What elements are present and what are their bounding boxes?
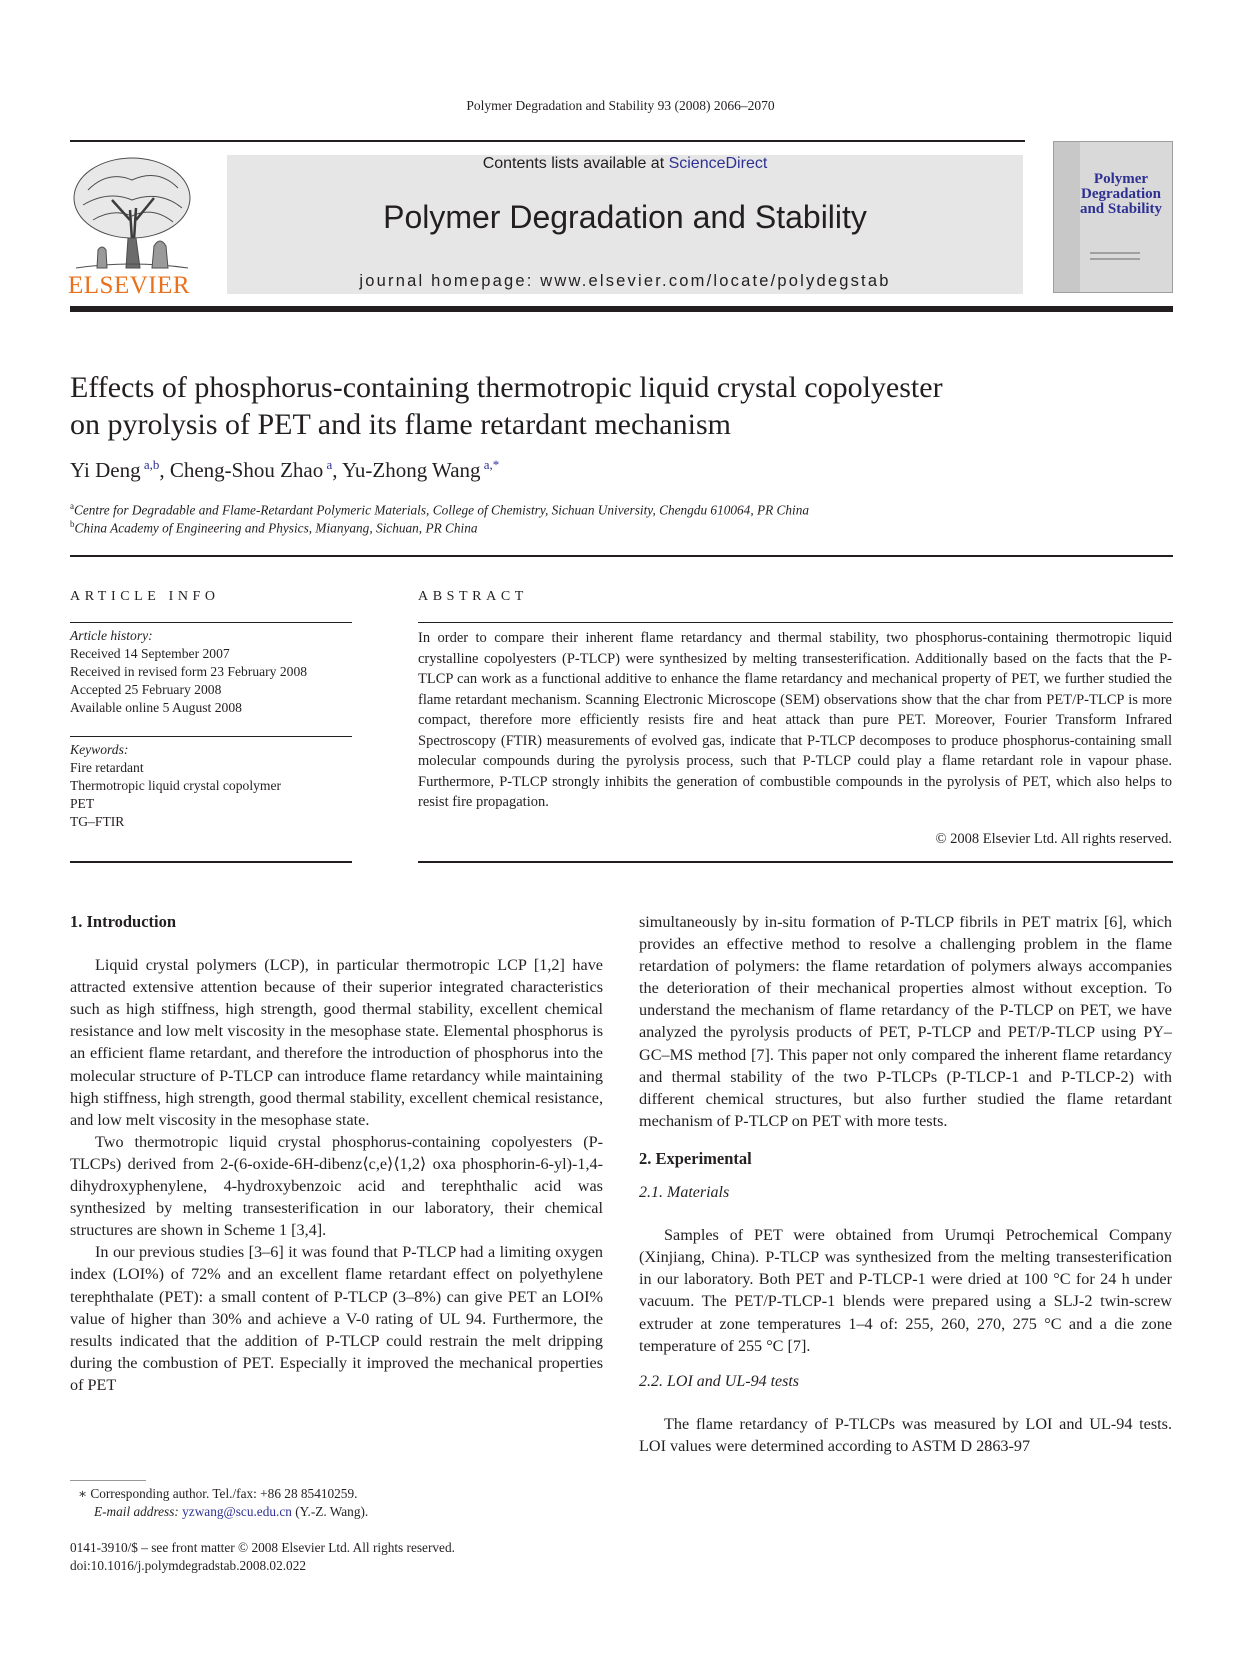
author-affiliation-mark[interactable]: a,* <box>480 457 500 472</box>
body-paragraph: simultaneously by in-situ formation of P-TLCP fibrils in PET matrix [6], which provides an effective method to resolve a challenging problem in the flame retardation of polymers: the flame retardation of polymers always accompanies the deterioration of their mechanical properties almost without exception. To understand the mechanism of flame retardancy of the P-TLCP on PET, we have analyzed the pyrolysis products of PET, P-TLCP and PET/P-TLCP using PY–GC–MS method [7]. This paper not only compared the inherent flame retardancy and thermal stability of the two P-TLCPs (P-TLCP-1 and P-TLCP-2) with different chemical structures, but also further studied the flame retardant mechanism of P-TLCP on PET with more tests. <box>639 913 1172 1130</box>
abstract-heading: ABSTRACT <box>418 589 528 604</box>
affiliation <box>70 501 809 518</box>
author-affiliation-mark[interactable]: a <box>323 457 333 472</box>
affiliation <box>70 519 478 536</box>
author-list: Yi Deng $^{a,b}$, Cheng-Shou Zhao $^a$, Yu-Zhong Wang $^{a,*}$ <box>70 457 500 482</box>
article-info-heading: ARTICLE INFO <box>70 589 220 604</box>
sciencedirect-link[interactable]: ScienceDirect <box>668 155 768 172</box>
keyword: PET <box>70 796 95 811</box>
corresponding-author-note: ∗ Corresponding author. Tel./fax: +86 28 85410259. <box>78 1486 358 1501</box>
keyword: TG–FTIR <box>70 814 125 829</box>
abstract-copyright: © 2008 Elsevier Ltd. All rights reserved. <box>935 831 1172 847</box>
cover-stripe <box>1054 142 1080 292</box>
email-suffix: (Y.-Z. Wang). <box>291 1504 369 1519</box>
header-bottom-rule <box>70 306 1173 312</box>
footnote-rule <box>70 1480 146 1481</box>
affiliation-mark: b <box>70 519 75 529</box>
cover-detail-line <box>1090 252 1140 254</box>
email-note <box>94 1504 368 1520</box>
keyword: Thermotropic liquid crystal copolymer <box>70 778 282 793</box>
cover-title: Polymer Degradation and Stability <box>1079 171 1163 217</box>
body-column-right <box>639 911 1172 1457</box>
body-paragraph: Samples of PET were obtained from Urumqi Petrochemical Company (Xinjiang, China). P-TLCP was synthesized from the melting transesterification in our laboratory. Both PET and P-TLCP-1 were dried at 100 °C for 24 h under vacuum. The PET/P-TLCP-1 blends were prepared using a SLJ-2 twin-screw extruder at zone temperatures 1–4 of: 255, 260, 270, 275 °C and a die zone temperature of 255 °C [7]. <box>639 1226 1172 1355</box>
author-name[interactable]: Yi Deng <box>70 458 141 482</box>
affiliation-text: Centre for Degradable and Flame-Retardant Polymeric Materials, College of Chemistry, Sichuan University, Chengdu 610064, PR China <box>74 502 810 518</box>
email-label: E-mail address: <box>94 1504 183 1519</box>
title-line: on pyrolysis of PET and its flame retardant mechanism <box>70 408 731 441</box>
publisher-wordmark: ELSEVIER <box>68 272 191 298</box>
body-paragraph: The flame retardancy of P-TLCPs was measured by LOI and UL-94 tests. LOI values were determined according to ASTM D 2863-97 <box>639 1414 1172 1455</box>
journal-citation: Polymer Degradation and Stability 93 (2008) 2066–2070 <box>466 98 775 113</box>
doi-line[interactable]: doi:10.1016/j.polymdegradstab.2008.02.022 <box>70 1558 307 1573</box>
article-info-bottom-rule <box>70 861 352 863</box>
affiliation-text: China Academy of Engineering and Physics, Mianyang, Sichuan, PR China <box>74 520 478 536</box>
keywords-label: Keywords: <box>70 742 129 757</box>
title-line: Effects of phosphorus-containing thermotropic liquid crystal copolyester <box>70 371 943 404</box>
article-title <box>70 369 1170 443</box>
journal-cover-thumbnail[interactable] <box>1053 141 1173 293</box>
abstract-text: In order to compare their inherent flame retardancy and thermal stability, two phosphorus-containing thermotropic liquid crystalline copolyesters (P-TLCP) were synthesized by melting transesterification. Additionally based on the facts that the P-TLCP can work as a functional additive to enhance the flame retardancy and mechanical property of PET, we further studied the flame retardant mechanism. Scanning Electronic Microscope (SEM) observations show that the char from PET/P-TLCP is more compact, therefore more efficiently resists fire and heat attack than pure PET. Moreover, Fourier Transform Infrared Spectroscopy (FTIR) measurements of evolved gas, indicate that P-TLCP decomposes to produce phosphorus-containing small molecular compounds during the pyrolysis process, such that P-TLCP could play a flame retardant role in vapour phase. Furthermore, P-TLCP strongly inhibits the generation of combustible compounds in the pyrolysis of PET, which also helps to resist fire propagation. <box>418 630 1172 810</box>
author-affiliation-mark[interactable]: a,b <box>140 457 160 472</box>
contents-line <box>227 155 1023 173</box>
body-paragraph: Liquid crystal polymers (LCP), in particular thermotropic LCP [1,2] have attracted extensive attention because of their superior integrated characteristics such as high stiffness, high strength, good thermal stability, excellent chemical resistance and low melt viscosity in the mesophase state. Elemental phosphorus is an efficient flame retardant, and therefore the introduction of phosphorus into the molecular structure of P-TLCP can introduce flame retardancy while maintaining high stiffness, high strength, good thermal stability, excellent chemical resistance, and low melt viscosity in the mesophase state. <box>70 956 603 1129</box>
title-block-rule <box>70 555 1173 557</box>
keywords-rule <box>70 736 352 737</box>
contents-prefix: Contents lists available at <box>482 155 669 172</box>
abstract-bottom-rule <box>418 861 1173 863</box>
body-paragraph: Two thermotropic liquid crystal phosphorus-containing copolyesters (P-TLCPs) derived from 2-(6-oxide-6H-dibenz⟨c,e⟩⟨1,2⟩ oxa phosphorin-6-yl)-1,4-dihydroxyphenylene, 4-hydroxybenzoic acid and terephthalic acid was synthesized by melting transesterification in our laboratory, their chemical structures are shown in Scheme 1 [3,4]. <box>70 1132 603 1240</box>
journal-name: Polymer Degradation and Stability <box>383 199 867 235</box>
history-entry: Available online 5 August 2008 <box>70 700 242 715</box>
cover-detail-line <box>1090 258 1140 260</box>
subsection-heading-materials: 2.1. Materials <box>639 1184 730 1202</box>
keyword: Fire retardant <box>70 760 144 775</box>
article-info-rule <box>70 622 352 623</box>
section-heading-introduction: 1. Introduction <box>70 912 177 931</box>
header-top-rule <box>70 140 1025 142</box>
section-heading-experimental: 2. Experimental <box>639 1148 752 1168</box>
issn-line: 0141-3910/$ – see front matter © 2008 Elsevier Ltd. All rights reserved. <box>70 1540 455 1555</box>
history-entry: Received in revised form 23 February 2008 <box>70 664 308 679</box>
journal-homepage[interactable]: journal homepage: www.elsevier.com/locate/polydegstab <box>359 272 891 290</box>
body-paragraph: In our previous studies [3–6] it was found that P-TLCP had a limiting oxygen index (LOI%) of 72% and an excellent flame retardant effect on polyethylene terephthalate (PET): a small content of P-TLCP (3–8%) can give PET an LOI% value of higher than 30% and achieve a V-0 rating of UL 94. Furthermore, the results indicated that the addition of P-TLCP could restrain the melt dripping during the combustion of PET. Especially it improved the mechanical properties of PET <box>70 1243 603 1394</box>
author-name[interactable]: Cheng-Shou Zhao <box>169 458 324 482</box>
history-entry: Received 14 September 2007 <box>70 646 230 661</box>
elsevier-logo[interactable] <box>68 150 196 298</box>
body-column-left <box>70 911 603 1396</box>
author-name[interactable]: Yu-Zhong Wang <box>342 458 481 482</box>
elsevier-tree-icon <box>68 150 196 298</box>
history-label: Article history: <box>70 628 153 643</box>
email-link[interactable]: yzwang@scu.edu.cn <box>182 1504 292 1519</box>
subsection-heading-loi-ul94: 2.2. LOI and UL-94 tests <box>639 1372 800 1390</box>
affiliation-mark: a <box>70 501 74 511</box>
abstract-rule <box>418 622 1173 623</box>
history-entry: Accepted 25 February 2008 <box>70 682 222 697</box>
